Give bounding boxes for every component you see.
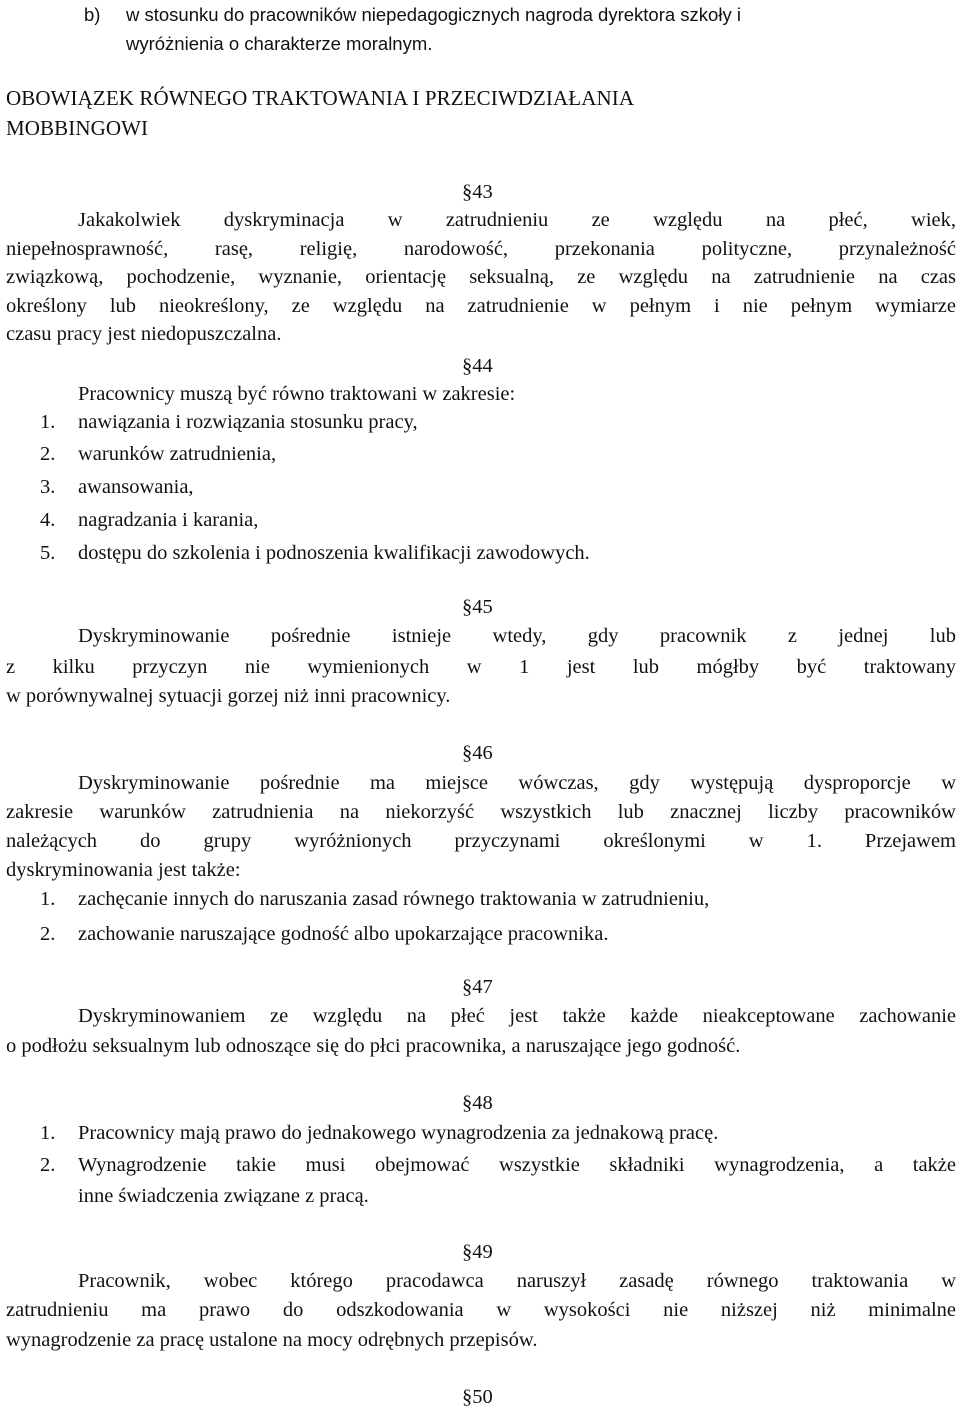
section-heading-line-2: MOBBINGOWI <box>6 116 149 140</box>
s44-item-number: 1. <box>40 411 56 433</box>
s44-item-number: 5. <box>40 542 56 564</box>
section-sign-icon: § <box>462 976 473 998</box>
section-number-43 <box>462 177 493 207</box>
intro-item-line-2: wyróżnienia o charakterze moralnym. <box>126 33 433 54</box>
section-number-text: 50 <box>472 1386 493 1408</box>
s43-line-2: niepełnosprawność, rasę, religię, narodowość, przekonania polityczne, przynależność <box>6 238 956 260</box>
s47-line-1: Dyskryminowaniem ze względu na płeć jest także każde nieakceptowane zachowanie <box>78 1005 956 1027</box>
s46-line-1: Dyskryminowanie pośrednie ma miejsce wówczas, gdy występują dysproporcje w <box>78 772 956 794</box>
s46-item-number: 1. <box>40 888 56 910</box>
section-heading-line-1: OBOWIĄZEK RÓWNEGO TRAKTOWANIA I PRZECIWDZIAŁANIA <box>6 86 635 110</box>
s44-item-text: dostępu do szkolenia i podnoszenia kwalifikacji zawodowych. <box>78 542 590 564</box>
s49-line-1: Pracownik, wobec którego pracodawca naruszył zasadę równego traktowania w <box>78 1270 956 1292</box>
s48-item-text-continued: inne świadczenia związane z pracą. <box>78 1185 369 1207</box>
section-number-text: 47 <box>472 976 493 998</box>
s43-line-1: Jakakolwiek dyskryminacja w zatrudnieniu ze względu na płeć, wiek, <box>78 209 956 231</box>
s44-intro: Pracownicy muszą być równo traktowani w zakresie: <box>78 383 516 405</box>
section-sign-icon: § <box>462 742 473 764</box>
section-sign-icon: § <box>462 181 473 203</box>
s45-line-1: Dyskryminowanie pośrednie istnieje wtedy, gdy pracownik z jednej lub <box>78 625 956 647</box>
section-number-46 <box>462 738 493 768</box>
section-number-text: 44 <box>472 355 493 377</box>
s45-line-2: z kilku przyczyn nie wymienionych w 1 jest lub mógłby być traktowany <box>6 656 956 678</box>
section-number-text: 49 <box>472 1241 493 1263</box>
section-number-text: 43 <box>472 181 493 203</box>
s46-item-text: zachęcanie innych do naruszania zasad równego traktowania w zatrudnieniu, <box>78 888 710 910</box>
s46-item-number: 2. <box>40 923 56 945</box>
s43-line-3: związkową, pochodzenie, wyznanie, orientację seksualną, ze względu na zatrudnienie na czas <box>6 266 956 288</box>
section-sign-icon: § <box>462 1241 473 1263</box>
s49-line-3: wynagrodzenie za pracę ustalone na mocy odrębnych przepisów. <box>6 1329 538 1351</box>
section-number-45 <box>462 592 493 622</box>
section-number-47 <box>462 972 493 1002</box>
s43-line-5: czasu pracy jest niedopuszczalna. <box>6 323 282 345</box>
s46-line-2: zakresie warunków zatrudnienia na niekorzyść wszystkich lub znacznej liczby pracowników <box>6 801 956 823</box>
s49-line-2: zatrudnieniu ma prawo do odszkodowania w wysokości nie niższej niż minimalne <box>6 1299 956 1321</box>
section-number-44 <box>462 351 493 381</box>
s46-line-3: należących do grupy wyróżnionych przyczynami określonymi w 1. Przejawem <box>6 830 956 852</box>
s47-line-2: o podłożu seksualnym lub odnoszące się do płci pracownika, a naruszające jego godność. <box>6 1035 741 1057</box>
s48-item-number: 2. <box>40 1154 56 1176</box>
intro-item-line-1: w stosunku do pracowników niepedagogicznych nagroda dyrektora szkoły i <box>126 4 741 25</box>
s48-item-text: Pracownicy mają prawo do jednakowego wynagrodzenia za jednakową pracę. <box>78 1122 719 1144</box>
s44-item-number: 4. <box>40 509 56 531</box>
s46-item-text: zachowanie naruszające godność albo upokarzające pracownika. <box>78 923 609 945</box>
s48-item-text: Wynagrodzenie takie musi obejmować wszystkie składniki wynagrodzenia, a także <box>78 1154 956 1176</box>
s44-item-text: warunków zatrudnienia, <box>78 443 277 465</box>
section-number-49 <box>462 1237 493 1267</box>
section-number-text: 48 <box>472 1092 493 1114</box>
section-number-50 <box>462 1382 493 1412</box>
s44-item-text: nawiązania i rozwiązania stosunku pracy, <box>78 411 418 433</box>
section-sign-icon: § <box>462 355 473 377</box>
s48-item-number: 1. <box>40 1122 56 1144</box>
s43-line-4: określony lub nieokreślony, ze względu na zatrudnienie w pełnym i nie pełnym wymiarze <box>6 295 956 317</box>
section-number-text: 46 <box>472 742 493 764</box>
section-sign-icon: § <box>462 1386 473 1408</box>
section-sign-icon: § <box>462 1092 473 1114</box>
section-number-48 <box>462 1088 493 1118</box>
s44-item-text: awansowania, <box>78 476 194 498</box>
s44-item-number: 3. <box>40 476 56 498</box>
s46-line-4: dyskryminowania jest także: <box>6 859 241 881</box>
s44-item-number: 2. <box>40 443 56 465</box>
s45-line-3: w porównywalnej sytuacji gorzej niż inni pracownicy. <box>6 685 451 707</box>
intro-item-marker: b) <box>84 4 101 25</box>
section-number-text: 45 <box>472 596 493 618</box>
s44-item-text: nagradzania i karania, <box>78 509 259 531</box>
section-sign-icon: § <box>462 596 473 618</box>
